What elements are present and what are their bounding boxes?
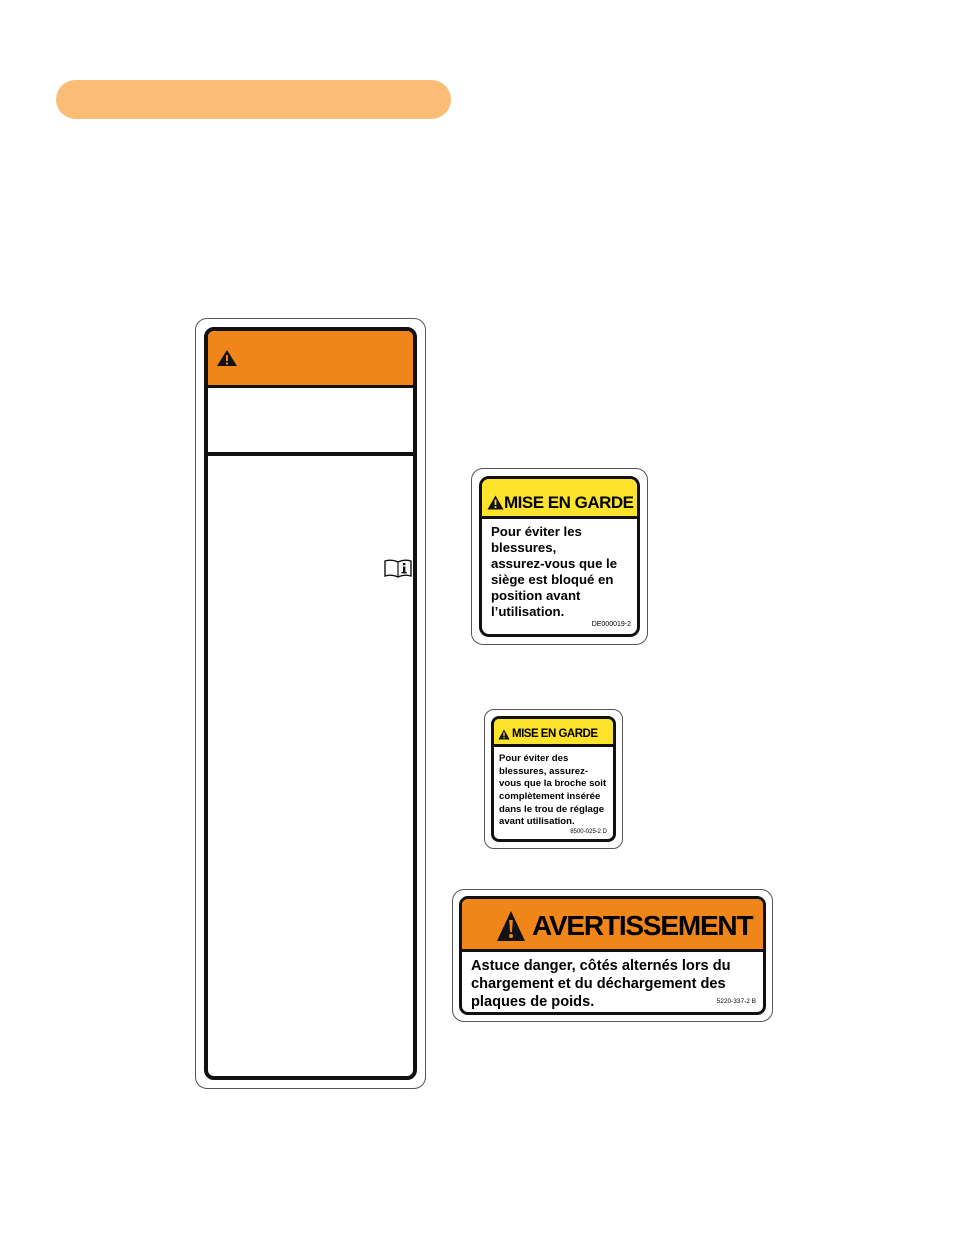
decal-part-number: 8500-025-2 D bbox=[570, 829, 607, 835]
pin-caution-frame bbox=[491, 716, 616, 842]
pin-caution-decal bbox=[484, 709, 623, 849]
warning-header bbox=[462, 899, 763, 952]
divider bbox=[208, 452, 413, 456]
warning-triangle-icon bbox=[496, 910, 526, 942]
decal-part-number: DE000019-2 bbox=[591, 621, 631, 628]
caution-message: Pour éviter les blessures, assurez-vous que le siège est bloqué en position avant l’utilisation. bbox=[491, 524, 618, 620]
warning-triangle-icon bbox=[498, 729, 510, 740]
large-warning-decal bbox=[195, 318, 426, 1089]
warning-message: Astuce danger, côtés alternés lors du chargement et du déchargement des plaques de poids. bbox=[471, 958, 731, 1011]
caution-message: Pour éviter des blessures, assurez- vous que la broche soit complètement insérée dans le trou de réglage avant utilisation. bbox=[499, 753, 607, 828]
decal-part-number: 5220-337-2 B bbox=[716, 998, 756, 1005]
caution-header bbox=[494, 719, 613, 747]
weight-plates-warning-decal bbox=[452, 889, 773, 1022]
caution-header bbox=[482, 479, 637, 519]
seat-lock-caution-frame bbox=[479, 476, 640, 637]
caution-title: MISE EN GARDE bbox=[504, 492, 634, 512]
weight-plates-warning-frame bbox=[459, 896, 766, 1015]
large-warning-decal-frame bbox=[204, 327, 417, 1080]
warning-triangle-icon bbox=[216, 349, 238, 367]
warning-triangle-icon bbox=[487, 495, 504, 510]
seat-lock-caution-decal bbox=[471, 468, 648, 645]
large-warning-header bbox=[208, 331, 413, 388]
section-header-bar bbox=[56, 80, 451, 119]
manual-book-icon bbox=[384, 558, 412, 578]
warning-title: AVERTISSEMENT bbox=[532, 910, 753, 941]
caution-title: MISE EN GARDE bbox=[512, 728, 598, 740]
